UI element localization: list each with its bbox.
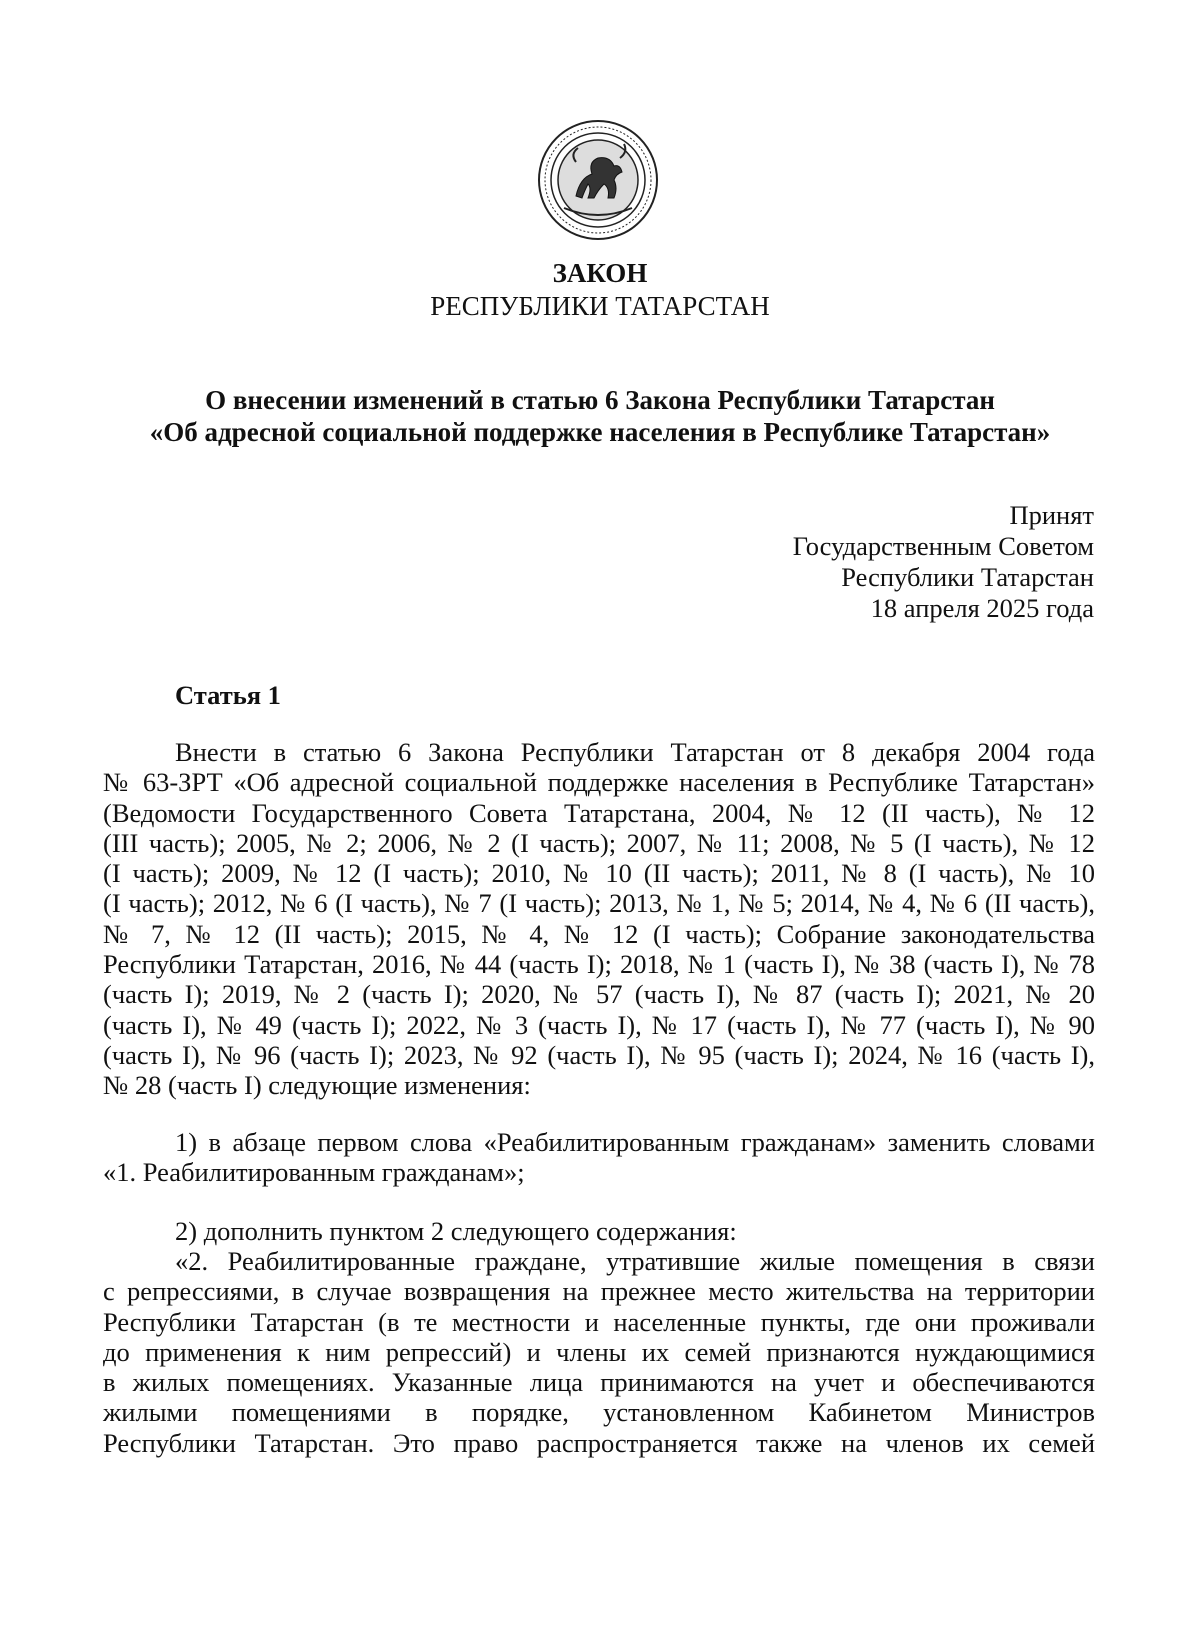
adoption-block (793, 500, 1094, 624)
text-line: Республики Татарстан (в те местности и населенные пункты, где они проживали (103, 1306, 1095, 1337)
text-line: (I часть); 2009, № 12 (I часть); 2010, № 10 (II часть); 2011, № 8 (I часть), № 10 (103, 858, 1095, 889)
item-2-paragraph (103, 1246, 1095, 1458)
item-1-paragraph (103, 1127, 1095, 1188)
text-line: (I часть); 2012, № 6 (I часть), № 7 (I часть); 2013, № 1, № 5; 2014, № 4, № 6 (II часть), (103, 888, 1095, 919)
law-republic-heading: РЕСПУБЛИКИ ТАТАРСТАН (430, 291, 770, 321)
law-subject (100, 384, 1100, 448)
adoption-line: Принят (1009, 500, 1094, 530)
text-line: Внести в статью 6 Закона Республики Татарстан от 8 декабря 2004 года (175, 737, 1095, 767)
text-line: (III часть); 2005, № 2; 2006, № 2 (I часть); 2007, № 11; 2008, № 5 (I часть), № 12 (103, 827, 1095, 858)
subject-line: О внесении изменений в статью 6 Закона Республики Татарстан (205, 385, 995, 415)
text-line: № 63-ЗРТ «Об адресной социальной поддержке населения в Республике Татарстан» (103, 767, 1095, 798)
text-line: до применения к ним репрессий) и члены их семей признаются нуждающимися (103, 1336, 1095, 1367)
tatarstan-coat-of-arms-icon (536, 118, 660, 242)
article-heading: Статья 1 (175, 680, 281, 710)
text-line: № 7, № 12 (II часть); 2015, № 4, № 12 (I часть); Собрание законодательства (103, 918, 1095, 949)
text-line: (Ведомости Государственного Совета Татарстана, 2004, № 12 (II часть), № 12 (103, 797, 1095, 828)
text-line: Республики Татарстан, 2016, № 44 (часть I); 2018, № 1 (часть I), № 38 (часть I), № 78 (103, 949, 1095, 980)
adoption-line: Государственным Советом (792, 531, 1094, 561)
adoption-line: Республики Татарстан (841, 562, 1094, 592)
text-line: (часть I); 2019, № 2 (часть I); 2020, № 57 (часть I), № 87 (часть I); 2021, № 20 (103, 979, 1095, 1010)
text-line: (часть I), № 96 (часть I); 2023, № 92 (часть I), № 95 (часть I); 2024, № 16 (часть I), (103, 1039, 1095, 1070)
text-line: с репрессиями, в случае возвращения на прежнее место жительства на территории (103, 1276, 1095, 1307)
text-line: (часть I), № 49 (часть I); 2022, № 3 (часть I), № 17 (часть I), № 77 (часть I), № 90 (103, 1009, 1095, 1040)
subject-line: «Об адресной социальной поддержке населения в Республике Татарстан» (149, 417, 1051, 447)
text-line: в жилых помещениях. Указанные лица принимаются на учет и обеспечиваются (103, 1367, 1095, 1398)
text-line: «1. Реабилитированным гражданам»; (103, 1157, 525, 1188)
text-line: № 28 (часть I) следующие изменения: (103, 1070, 531, 1101)
text-line: 2) дополнить пунктом 2 следующего содержания: (175, 1216, 737, 1246)
text-line: 1) в абзаце первом слова «Реабилитированным гражданам» заменить словами (175, 1127, 1095, 1157)
item-2-intro (103, 1216, 1095, 1246)
text-line: жилыми помещениями в порядке, установленном Кабинетом Министров (103, 1397, 1095, 1428)
article-intro-paragraph (103, 737, 1095, 1101)
text-line: Республики Татарстан. Это право распространяется также на членов их семей (103, 1427, 1095, 1458)
text-line: «2. Реабилитированные граждане, утратившие жилые помещения в связи (175, 1246, 1095, 1276)
law-heading: ЗАКОН (552, 258, 648, 288)
adoption-date: 18 апреля 2025 года (870, 593, 1094, 623)
